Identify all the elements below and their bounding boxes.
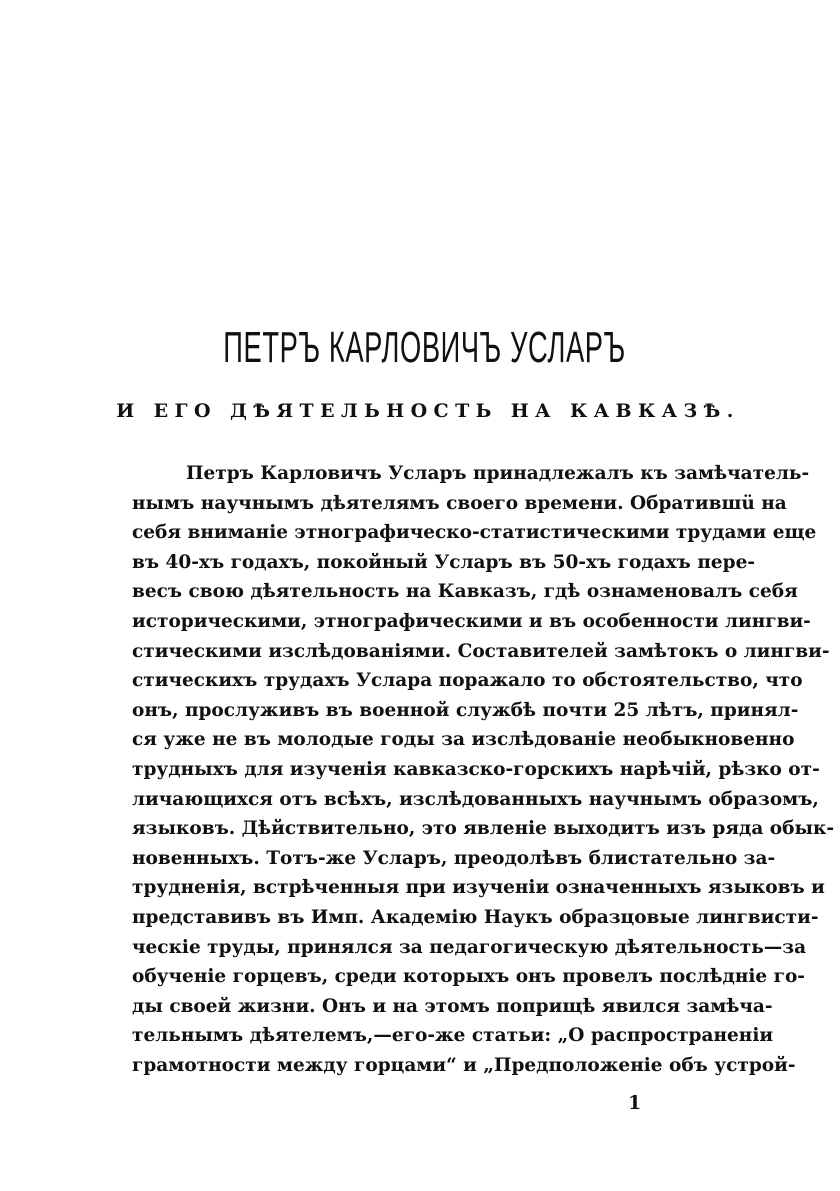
body-paragraph (132, 459, 835, 1080)
text-line: онъ, прослуживъ въ военной службѣ почти 25 лѣтъ, принял- (132, 699, 799, 721)
text-line: личающихся отъ всѣхъ, изслѣдованныхъ научнымъ образомъ, (132, 788, 819, 810)
page-number: 1 (628, 1092, 642, 1114)
text-line: себя вниманіе этнографическо-статистическими трудами еще (132, 522, 817, 544)
text-line: стическими изслѣдованіями. Составителей замѣтокъ о лингви- (132, 640, 830, 662)
text-line: представивъ въ Имп. Академію Наукъ образцовые лингвисти- (132, 906, 819, 928)
page-subtitle: И ЕГО ДѢЯТЕЛЬНОСТЬ НА КАВКАЗѢ. (116, 400, 740, 422)
text-line: нымъ научнымъ дѣятелямъ своего времени. Обратившü на (132, 492, 787, 514)
text-line: грамотности между горцами“ и „Предположеніе объ устрой- (132, 1054, 796, 1076)
text-line: трудныхъ для изученія кавказско-горскихъ нарѣчій, рѣзко от- (132, 758, 820, 780)
text-line: ческіе труды, принялся за педагогическую дѣятельность—за (132, 936, 807, 958)
text-line: историческими, этнографическими и въ особенности лингви- (132, 610, 811, 632)
text-line: ся уже не въ молодые годы за изслѣдованіе необыкновенно (132, 729, 795, 751)
text-line: новенныхъ. Тотъ-же Усларъ, преодолѣвъ блистательно за- (132, 847, 776, 869)
text-line: весъ свою дѣятельность на Кавказъ, гдѣ ознаменовалъ себя (132, 581, 798, 603)
text-line: Петръ Карловичъ Усларъ принадлежалъ къ замѣчатель- (186, 463, 810, 484)
text-line: тельнымъ дѣятелемъ,—его-же статьи: „О распространеніи (132, 1025, 774, 1047)
page-title: ПЕТРЪ КАРЛОВИЧЪ УСЛАРЪ (223, 323, 626, 372)
text-line: языковъ. Дѣйствительно, это явленіе выходитъ изъ ряда обык- (132, 818, 835, 840)
text-line: стическихъ трудахъ Услара поражало то обстоятельство, что (132, 670, 803, 692)
text-line: ды своей жизни. Онъ и на этомъ поприщѣ явился замѣча- (132, 995, 773, 1017)
text-line: обученіе горцевъ, среди которыхъ онъ провелъ послѣдніе го- (132, 966, 805, 988)
text-line: трудненія, встрѣченныя при изученіи означенныхъ языковъ и (132, 877, 825, 899)
text-line: въ 40-хъ годахъ, покойный Усларъ въ 50-хъ годахъ пере- (132, 551, 756, 573)
